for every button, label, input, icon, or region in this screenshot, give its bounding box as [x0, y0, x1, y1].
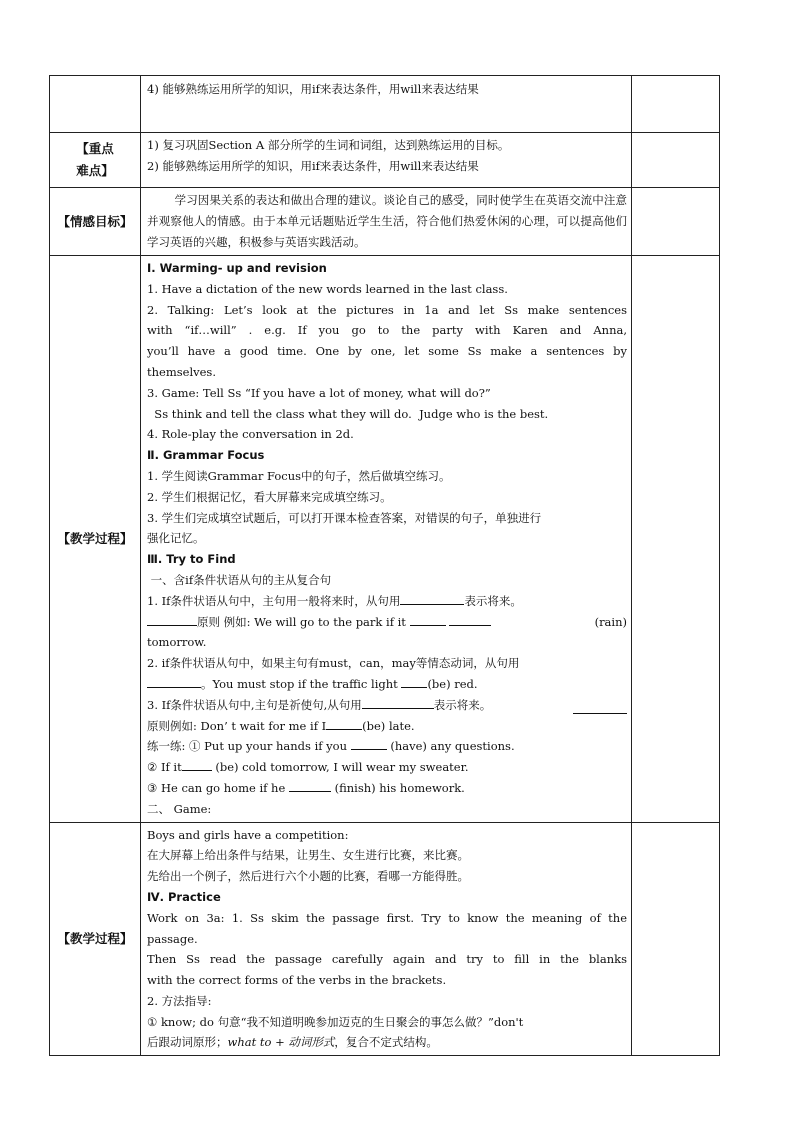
practice-2: ② If it (be) cold tomorrow, I will wear my sweater. [147, 760, 469, 775]
fill-blank [289, 779, 331, 792]
text-line: 先给出一个例子，然后进行六个小题的比赛，看哪一方能得胜。 [147, 869, 469, 884]
text-line: 3. 学生们完成填空试题后，可以打开课本检查答案，对错误的句子，单独进行 [147, 510, 542, 525]
text-line: themselves. [147, 364, 216, 379]
rule-3-line: 3. If条件状语从句中,主句是祈使句,从句用 表示将来。 [147, 695, 627, 716]
key-points-label: 【重点 难点】 [50, 133, 141, 188]
fill-blank [400, 592, 464, 605]
goal-item-4: 4) 能够熟练运用所学的知识，用if来表达条件，用will来表达结果 [147, 82, 479, 96]
practice-3: ③ He can go home if he (finish) his homework. [147, 780, 465, 795]
text-line: with the correct forms of the verbs in the brackets. [147, 973, 447, 988]
notes-cell [632, 256, 720, 823]
fill-blank [351, 737, 387, 750]
key-points-content [141, 133, 632, 188]
text-line: 4. Role-play the conversation in 2d. [147, 427, 354, 442]
fill-blank [147, 675, 201, 688]
row-process-1 [50, 256, 720, 823]
text-line: tomorrow. [147, 635, 207, 650]
emotion-content [141, 188, 632, 256]
emotion-text: 学习因果关系的表达和做出合理的建议。谈论自己的感受，同时使学生在英语交流中注意并观察他人的情感。由于本单元话题贴近学生生活，符合他们热爱休闲的心理，可以提高他们学习英语的兴趣，积极参与英语实践活动。 [147, 193, 627, 249]
key-point-2: 2) 能够熟练运用所学的知识，用if来表达条件，用will来表达结果 [147, 158, 479, 173]
section-3-title: Ⅲ. Try to Find [147, 552, 236, 567]
text-line: 2. 学生们根据记忆，看大屏幕来完成填空练习。 [147, 489, 392, 504]
text-line: Boys and girls have a competition: [147, 827, 349, 842]
row-goal [50, 76, 720, 133]
fill-blank [147, 613, 197, 626]
section-2-title: Ⅱ. Grammar Focus [147, 448, 265, 463]
fill-blank [362, 696, 434, 709]
fill-blank [182, 758, 212, 771]
process-label: 【教学过程】 [50, 256, 141, 823]
goal-label-cell [50, 76, 141, 133]
fill-blank [449, 613, 491, 626]
text-line: with “if…will” . e.g. If you go to the party with Karen and Anna, [147, 323, 627, 338]
goal-content [141, 76, 632, 133]
section-1-title: Ⅰ. Warming- up and revision [147, 261, 327, 275]
emotion-label: 【情感目标】 [50, 188, 141, 256]
text-line: 强化记忆。 [147, 531, 205, 546]
text-line: Ss think and tell the class what they will do. Judge who is the best. [147, 406, 549, 421]
text-line: you’ll have a good time. One by one, let some Ss make a sentences by [147, 344, 627, 359]
row-key-points [50, 133, 720, 188]
fill-blank [410, 613, 446, 626]
text-line: ① know; do 句意“我不知道明晚参加迈克的生日聚会的事怎么做？”don't [147, 1014, 524, 1029]
notes-cell [632, 133, 720, 188]
rule-3-example: 原则例如: Don’ t wait for me if I (be) late. [147, 718, 415, 733]
text-line: passage. [147, 931, 198, 946]
rule-2-example: 。You must stop if the traffic light (be) red. [147, 674, 627, 695]
fill-blank [326, 717, 362, 730]
notes-cell [632, 76, 720, 133]
practice-1: 练一练: ① Put up your hands if you (have) any questions. [147, 739, 515, 754]
text-line: Work on 3a: 1. Ss skim the passage first. Try to know the meaning of the [147, 910, 627, 925]
fill-blank [573, 701, 627, 714]
section-4-title: Ⅳ. Practice [147, 889, 221, 904]
text-line: 2. Talking: Let’s look at the pictures in 1a and let Ss make sentences [147, 302, 627, 317]
rule-1-example: 原则 例如: We will go to the park if it (rain) [147, 612, 627, 633]
rule-1-line: 1. If条件状语从句中，主句用一般将来时，从句用 表示将来。 [147, 593, 522, 608]
process-content-2 [141, 822, 632, 1056]
text-line: 二、 Game: [147, 801, 212, 816]
process-label-2: 【教学过程】 [50, 822, 141, 1056]
row-emotion [50, 188, 720, 256]
lesson-plan-table [49, 75, 720, 1056]
text-line: 3. Game: Tell Ss “If you have a lot of money, what will do?” [147, 385, 491, 400]
text-line: Then Ss read the passage carefully again and try to fill in the blanks [147, 952, 627, 967]
notes-cell [632, 188, 720, 256]
key-point-1: 1) 复习巩固Section A 部分所学的生词和词组，达到熟练运用的目标。 [147, 138, 510, 152]
text-line: 在大屏幕上给出条件与结果，让男生、女生进行比赛，来比赛。 [147, 848, 469, 863]
row-process-2 [50, 822, 720, 1056]
text-line: 2. if条件状语从句中，如果主句有must，can，may等情态动词，从句用 [147, 656, 520, 671]
text-line: 一、含if条件状语从句的主从复合句 [147, 572, 332, 587]
fill-blank [401, 675, 427, 688]
text-line: 1. 学生阅读Grammar Focus中的句子，然后做填空练习。 [147, 468, 451, 483]
process-content [141, 256, 632, 823]
notes-cell [632, 822, 720, 1056]
method-line: 后跟动词原形；what to + 动词形式，复合不定式结构。 [147, 1035, 438, 1050]
text-line: 1. Have a dictation of the new words learned in the last class. [147, 281, 508, 296]
text-line: 2. 方法指导: [147, 993, 212, 1008]
